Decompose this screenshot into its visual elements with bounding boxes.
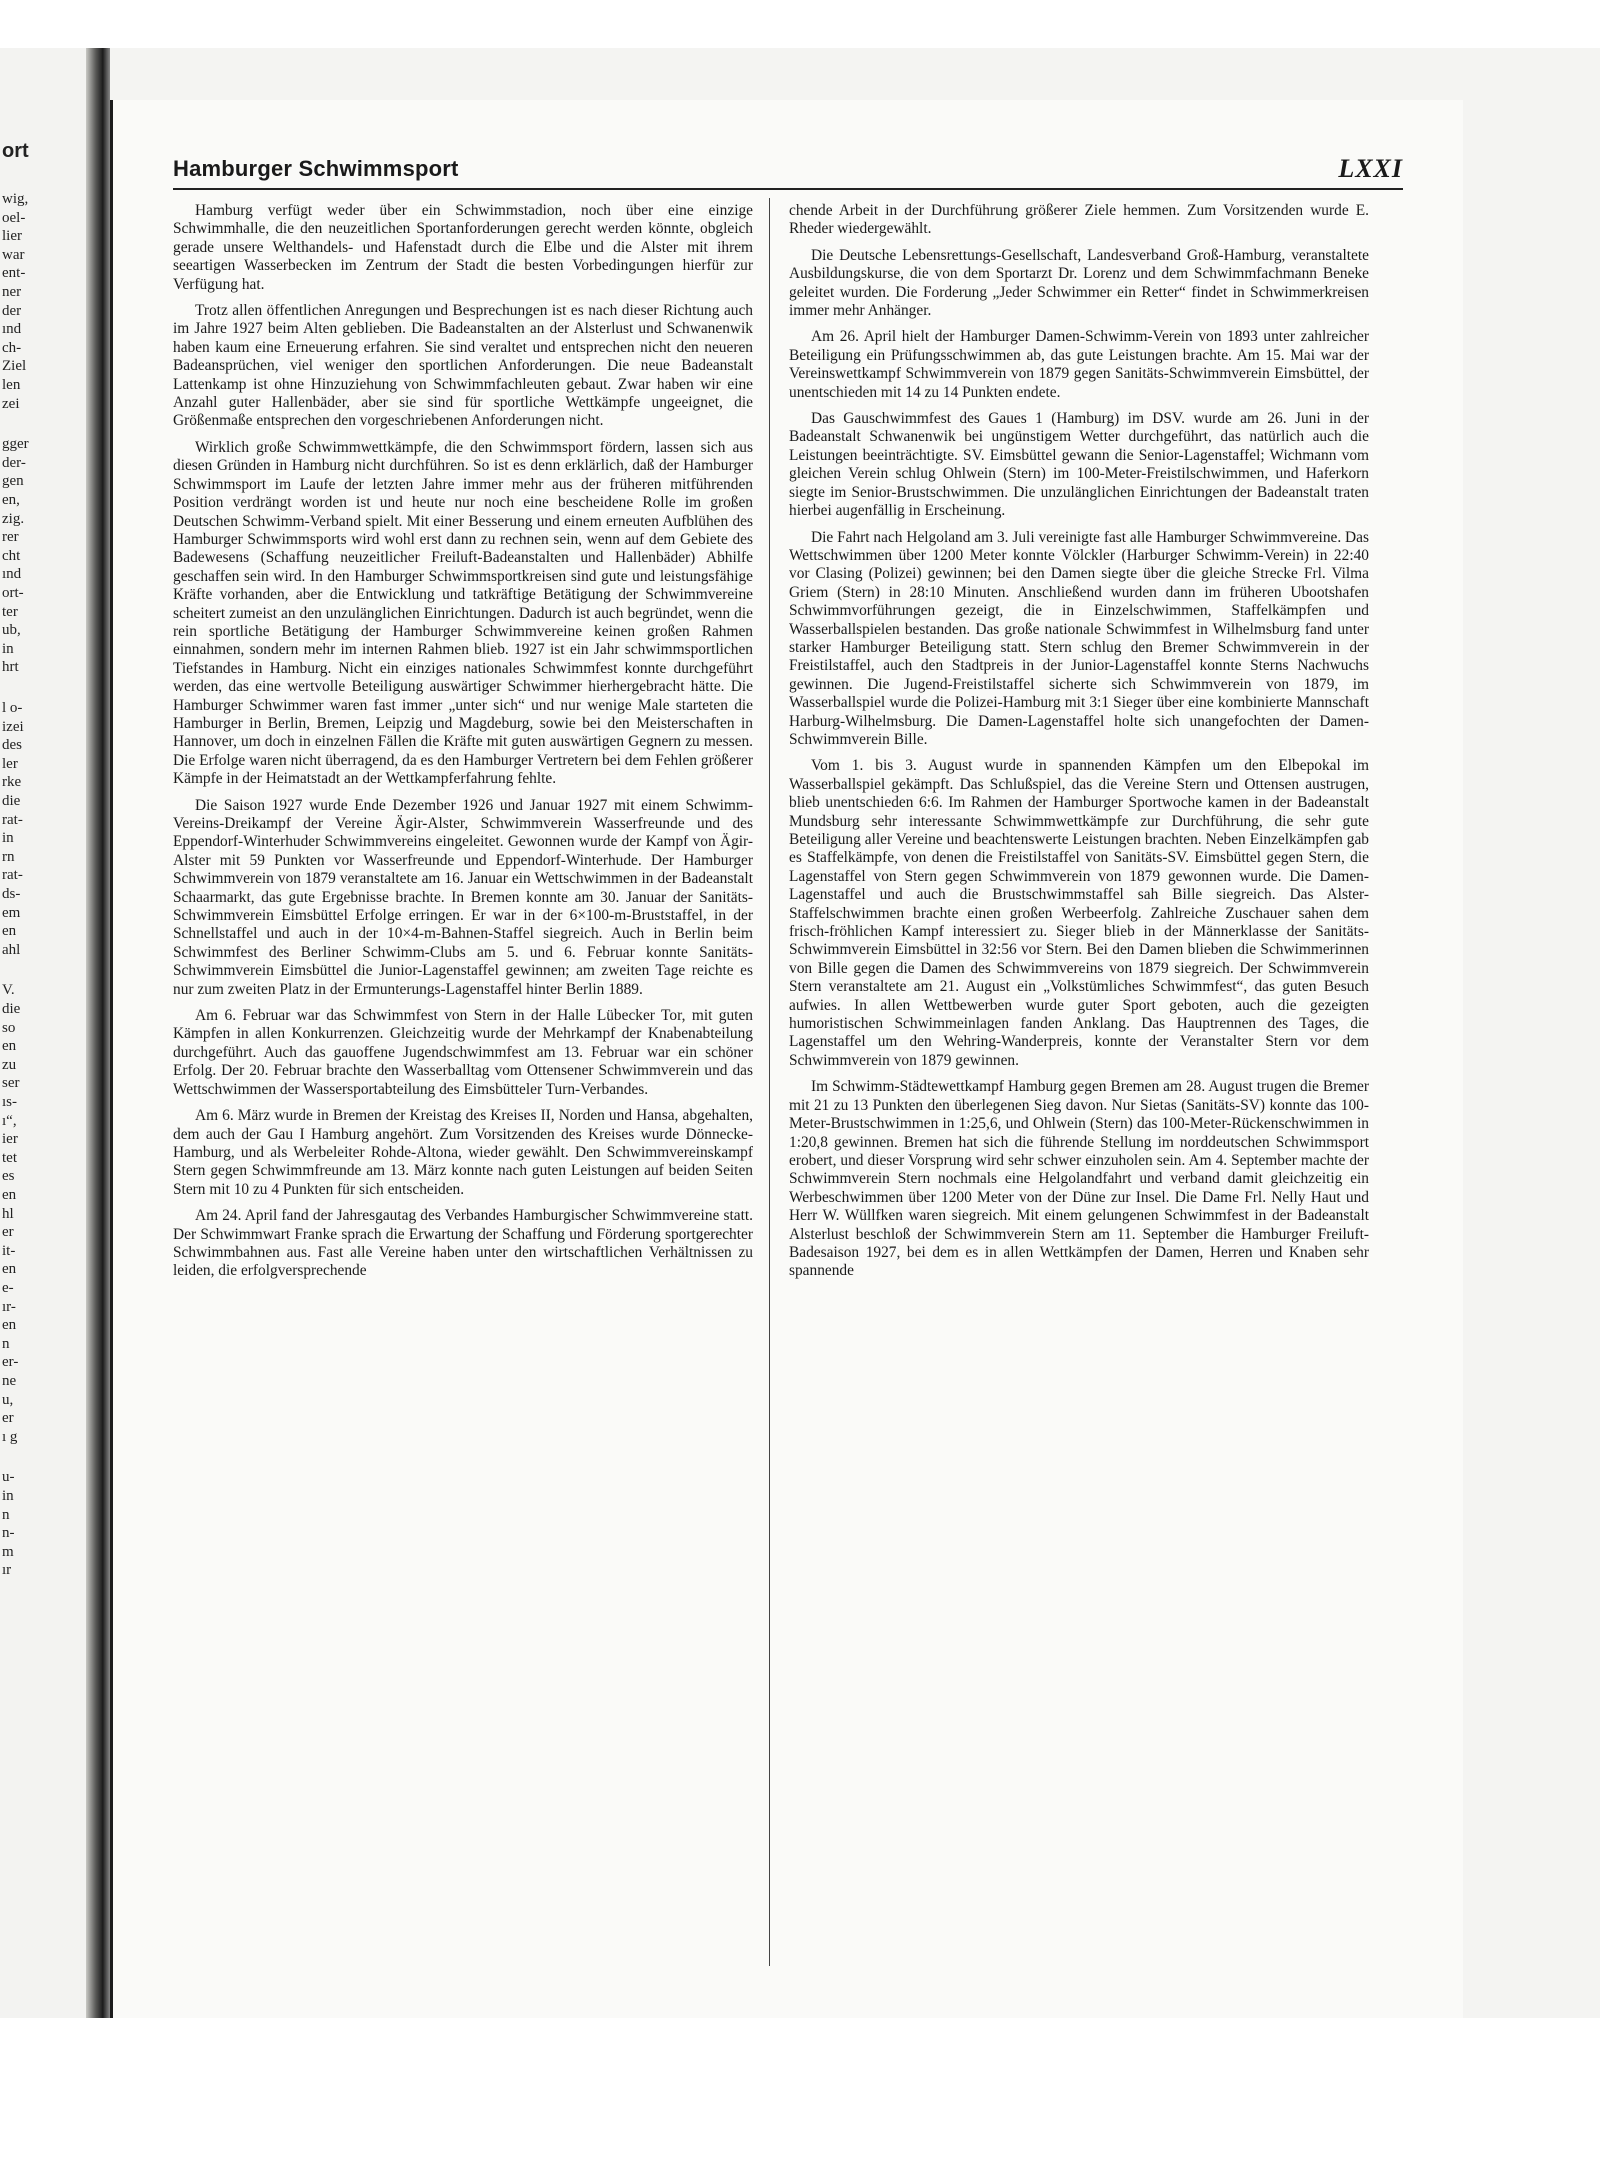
page-edge-fragment: m bbox=[2, 1543, 14, 1560]
book-gutter bbox=[86, 48, 110, 2018]
page-edge-fragment: izei bbox=[2, 718, 24, 735]
paragraph: Am 6. März wurde in Bremen der Kreistag des Kreises II, Norden und Hansa, abgehalten, dem auch der Gau I Hamburg angehört. Zum Vorsitzenden des Kreises wurde Dönnecke-Hamburg, und als Werbeleiter Rohde-Altona, wieder gewählt. Den Schwimmvereinskampf Stern gegen Schwimmfreunde am 13. März konnte nach guten Leistungen auf beiden Seiten Stern mit 10 zu 4 Punkten für sich entscheiden. bbox=[173, 1107, 753, 1198]
page-edge-fragment: ent- bbox=[2, 265, 26, 282]
paragraph: Im Schwimm-Städtewettkampf Hamburg gegen Bremen am 28. August trugen die Bremer mit 21 zu 13 Punkten den überlegenen Sieg davon. Nur Sietas (Sanitäts-SV) konnte das 100-Meter-Brustschwimmen in 1:25,6, und Ohlwein (Stern) das 100-Meter-Rückenschwimmen in 1:20,8 gewinnen. Bremen hat sich die führende Stellung im norddeutschen Schwimmsport erobert, und dieser Vorsprung wird sehr schwer einzuholen sein. Am 4. September machte der Schwimmverein Stern nochmals eine Helgolandfahrt und verband damit gleichzeitig ein Werbeschwimmen über 1200 Meter von der Düne zur Insel. Die Dame Frl. Nelly Haut und Herr W. Wüllfken waren siegreich. Mit einem gelungenen Schwimmfest in der Badeanstalt Alsterlust beschloß der Schwimmverein Stern am 11. September die Hamburger Freiluft-Badesaison 1927, bei dem es in allen Wettkämpfen der Damen, Herren und Knaben sehr spannende bbox=[789, 1078, 1369, 1280]
page-edge-fragment: e- bbox=[2, 1280, 14, 1296]
page-edge-fragment: u- bbox=[2, 1469, 15, 1486]
page-edge-fragment: ınd bbox=[2, 321, 22, 338]
page-edge-fragment: hl bbox=[2, 1205, 14, 1222]
page-edge-fragment: n bbox=[2, 1506, 10, 1523]
page-edge-fragment: ır bbox=[2, 1562, 12, 1579]
paragraph: Am 26. April hielt der Hamburger Damen-Schwimm-Verein von 1893 unter zahlreicher Beteiligung ein Prüfungsschwimmen ab, das gute Leistungen brachte. Am 15. Mai war der Vereinswettkampf Schwimmverein von 1879 gegen Sanitäts-Schwimmverein Eimsbüttel, der unentschieden mit 14 zu 14 Punkten endete. bbox=[789, 328, 1369, 401]
page-edge-fragment: rn bbox=[2, 848, 15, 865]
page-edge-fragment: es bbox=[2, 1168, 15, 1185]
book-page bbox=[110, 100, 1463, 2018]
page-edge-fragment: en, bbox=[2, 492, 20, 508]
page-edge-fragment: ler bbox=[2, 755, 18, 772]
paragraph: Hamburg verfügt weder über ein Schwimmstadion, noch über eine einzige Schwimmhalle, die den neuzeitlichen Sportanforderungen gerecht werden könnte, obgleich gerade unsere Welthandels- und Hafenstadt durch die Elbe und die Alster mit ihrem seeartigen Wasserbecken im Zentrum der Stadt die besten Vorbedingungen hierfür zur Verfügung hat. bbox=[173, 202, 753, 293]
page-edge-fragment: zig. bbox=[2, 510, 25, 527]
page-edge-fragment: en bbox=[2, 1261, 17, 1278]
page-edge-fragment: ort bbox=[2, 140, 29, 162]
page-edge-fragment: cht bbox=[2, 547, 21, 564]
paragraph: chende Arbeit in der Durchführung größerer Ziele hemmen. Zum Vorsitzenden wurde E. Rheder wiedergewählt. bbox=[789, 202, 1369, 238]
page-edge-fragment: ner bbox=[2, 284, 22, 300]
page-edge-fragment: ds- bbox=[2, 886, 21, 902]
page-edge-fragment: ub, bbox=[2, 622, 21, 639]
page-edge-fragment: ser bbox=[2, 1075, 20, 1092]
page-edge-fragment: er- bbox=[2, 1354, 19, 1371]
page-edge-fragment: zei bbox=[2, 395, 20, 412]
page-edge-fragment: en bbox=[2, 1187, 17, 1203]
page-edge-fragment: der- bbox=[2, 454, 26, 471]
page-edge-fragment: wig, bbox=[2, 191, 29, 207]
page-edge-fragment: rat- bbox=[2, 811, 23, 828]
page-edge-fragment: lier bbox=[2, 228, 22, 245]
page-edge-fragment: tet bbox=[2, 1149, 17, 1166]
page-edge-fragment: gger bbox=[2, 436, 29, 453]
page-edge-fragment: so bbox=[2, 1019, 16, 1036]
page-edge-fragment: en bbox=[2, 1038, 17, 1055]
page-edge-fragment: n- bbox=[2, 1525, 15, 1542]
page-edge-fragment: it- bbox=[2, 1242, 16, 1259]
page-edge-fragment: rat- bbox=[2, 867, 23, 884]
paragraph: Am 6. Februar war das Schwimmfest von Stern in der Halle Lübecker Tor, mit guten Kämpfen in allen Konkurrenzen. Gleichzeitig wurde der Mehrkampf der Knabenabteilung durchgeführt. Auch das gauoffene Jugendschwimmfest am 13. Februar war ein schöner Erfolg. Der 20. Februar brachte den Wasserballtag vom Ottensener Schwimmverein und das Wettschwimmen der Wassersportabteilung des Eimsbütteler Turn-Verbandes. bbox=[173, 1007, 753, 1098]
page-edge-fragment: en bbox=[2, 923, 17, 940]
page-edge-fragment: ı g bbox=[2, 1428, 18, 1445]
paragraph: Wirklich große Schwimmwettkämpfe, die den Schwimmsport fördern, lassen sich aus diesen Gründen in Hamburg nicht durchführen. So ist es denn erklärlich, daß der Hamburger Schwimmsport im Laufe der letzten Jahre immer mehr aus der früheren mitführenden Position verdrängt worden ist und heute nur noch eine bescheidene Rolle im großen Deutschen Schwimm-Verband spielt. Mit einer Besserung und einem erneuten Aufblühen des Hamburger Schwimmsports wird wohl erst dann zu rechnen sein, wenn auf dem Gebiete des Badewesens (Schaffung neuzeitlicher Freiluft-Badeanstalten und Hallenbäder) Abhilfe geschaffen sein wird. In den Hamburger Schwimmsportkreisen sind gute und leistungsfähige Kräfte vorhanden, aber die Entwicklung und tatkräftige Betätigung der Schwimmvereine scheitert zumeist an den unzulänglichen Einrichtungen. Dadurch ist auch begründet, wenn die rein sportliche Betätigung der Hamburger Schwimmvereine keinen großen Rahmen einnahmen, sondern mehr im internen Rahmen blieb. 1927 ist ein Jahr schwimmsportlichen Tiefstandes in Hamburg. Nicht ein einziges nationales Schwimmfest konnte durchgeführt werden, das eine wertvolle Beteiligung auswärtiger Schwimmer hierhergebracht hätte. Die Hamburger Schwimmer waren fast immer „unter sich“ und nur wenige Male starteten die Hamburger in Berlin, Bremen, Leipzig und Magdeburg, sowie bei den Meisterschaften in Hannover, um doch in einzelnen Fällen die Kräfte mit guten auswärtigen Gegnern zu messen. Die Erfolge waren nicht überragend, da es den Hamburger Vertretern bei dem Fehlen größerer Kämpfe in der Heimatstadt an der Wettkampferfahrung fehlte. bbox=[173, 438, 753, 788]
page-edge-fragment: er bbox=[2, 1224, 14, 1241]
page-edge-fragment: in bbox=[2, 640, 14, 657]
column-divider bbox=[769, 198, 770, 1966]
page-edge-fragment: oel- bbox=[2, 209, 26, 226]
page-edge-fragment: ort- bbox=[2, 585, 24, 601]
page-number: LXXI bbox=[1338, 154, 1403, 183]
page-edge-fragment: er bbox=[2, 1410, 14, 1427]
page-edge-fragment: in bbox=[2, 1488, 14, 1504]
running-title: Hamburger Schwimmsport bbox=[173, 156, 459, 181]
page-edge-fragment: die bbox=[2, 793, 21, 809]
paragraph: Die Deutsche Lebensrettungs-Gesellschaft, Landesverband Groß-Hamburg, veranstaltete Ausbildungskurse, die von dem Sportarzt Dr. Lorenz und dem Schwimmfachmann Beneke geleitet wurden. Die Forderung „Jeder Schwimmer ein Retter“ findet in Schwimmerkreisen immer mehr Anhänger. bbox=[789, 246, 1369, 320]
page-edge-fragment: hrt bbox=[2, 659, 19, 676]
page-edge-fragment: ınd bbox=[2, 566, 22, 583]
paragraph: Die Saison 1927 wurde Ende Dezember 1926 und Januar 1927 mit einem Schwimm-Vereins-Dreikampf der Vereine Ägir-Alster, Schwimmverein Wasserfreunde und des Eppendorf-Winterhuder Schwimmvereins eingeleitet. Gewonnen wurde der Kampf von Ägir-Alster mit 59 Punkten vor Wasserfreunde und Eppendorf-Winterhude. Der Hamburger Schwimmverein von 1879 veranstaltete am 16. Januar ein Wettschwimmen in der Badeanstalt Schaarmarkt, das gute Ergebnisse brachte. In Bremen konnte am 30. Januar der Sanitäts-Schwimmverein Eimsbüttel Erfolge erringen. Er war in der 6×100-m-Bruststaffel, in der Schnellstaffel und auch in der 10×4-m-Bahnen-Staffel siegreich. Auch in Berlin beim Schwimmfest des Berliner Schwimm-Clubs am 5. und 6. Februar konnte Sanitäts-Schwimmverein Eimsbüttel die Junior-Lagenstaffel gewinnen; am zweiten Tage reichte es nur zum zweiten Platz in der Ermunterungs-Lagenstaffel hinter Berlin 1889. bbox=[173, 796, 753, 998]
page-edge-fragment: des bbox=[2, 737, 22, 754]
page-edge-fragment: len bbox=[2, 377, 21, 393]
page-edge-fragment: ch- bbox=[2, 339, 22, 356]
paragraph: Die Fahrt nach Helgoland am 3. Juli vereinigte fast alle Hamburger Schwimmvereine. Das Wettschwimmen über 1200 Meter konnte Völckler (Harburger Schwimm-Verein) in 22:40 vor Clasing (Polizei) gewinnen; bei den Damen siegte über die gleiche Strecke Frl. Vilma Griem (Stern) in 28:10 Minuten. Anschließend wurden dann im früheren Ubootshafen Schwimmvorführungen gezeigt, die in Einzelschwimmen, Staffelkämpfen und Wasserballspielen bestanden. Das große nationale Schwimmfest in Wilhelmsburg fand unter starker Hamburger Beteiligung statt. Stern schlug den Bremer Schwimmverein in der Freistilstaffel, auch den Stadtpreis in der Junior-Lagenstaffel konnte Sterns Nachwuchs gewinnen. Die Jugend-Freistilstaffel sicherte sich Schwimmverein von 1879, im Wasserballspiel wurde die Polizei-Hamburg mit 3:1 Sieger über eine kombinierte Mannschaft Harburg-Wilhelmsburg. Die Damen-Lagenstaffel holte sich unangefochten der Damen-Schwimmverein Bille. bbox=[789, 528, 1369, 748]
page-edge-fragment: zu bbox=[2, 1056, 17, 1073]
page-edge-fragment: ıs- bbox=[2, 1094, 17, 1110]
page-edge-fragment: ne bbox=[2, 1373, 17, 1389]
paragraph: Trotz allen öffentlichen Anregungen und Besprechungen ist es nach dieser Richtung auch im Jahre 1927 beim Alten geblieben. Die Badeanstalten an der Alsterlust und Schwanenwik haben kaum eine Erneuerung erfahren. Sie sind veraltet und entsprechen nicht den neueren Badeansprüchen, viel weniger den sportlichen Anforderungen. Die neue Badeanstalt Lattenkamp ist ohne Hinzuziehung von Schwimmfachleuten gebaut. Zwar haben wir eine Anzahl guter Hallenbäder, aber sie sind für sportliche Wettkämpfe ungeeignet, die Größenmaße entsprechen den vorgeschriebenen Anforderungen nicht. bbox=[173, 302, 753, 430]
page-edge-fragment: ır- bbox=[2, 1298, 16, 1315]
page-edge-fragment: em bbox=[2, 904, 21, 921]
page-edge-fragment: V. bbox=[2, 982, 15, 999]
page-edge-fragment: rer bbox=[2, 529, 19, 546]
page-edge-fragment: gen bbox=[2, 473, 24, 490]
page-edge-fragment: l o- bbox=[2, 700, 23, 716]
page-edge-fragment: rke bbox=[2, 774, 22, 791]
paragraph: Vom 1. bis 3. August wurde in spannenden Kämpfen um den Elbepokal im Wasserballspiel gekämpft. Das Schlußspiel, das die Vereine Stern und Ottensen austrugen, blieb unentschieden 6:6. Im Rahmen der Hamburger Sportwoche kamen in der Badeanstalt Mundsburg sehr interessante Schwimmwettkämpfe zur Durchführung, die sehr gute Beteiligung aller Vereine und beachtenswerte Leistungen brachten. Neben Einzelkämpfen gab es Staffelkämpfe, von denen die Freistilstaffel von Sanitäts-SV. Eimsbüttel gegen Stern, die Lagenstaffel von Stern gegen Schwimmverein von 1879 gewonnen wurde. Die Damen-Lagenstaffel und auch die Brustschwimmstaffel sah Bille siegreich. Das Alster-Staffelschwimmen brachte einen großen Werbeerfolg. Zahlreiche Zuschauer sahen dem frisch-fröhlichen Kampf interessiert zu. Sieger blieb in der Männerklasse der Sanitäts-Schwimmverein Eimsbüttel in 32:56 vor Stern. Bei den Damen blieben die Schwimmerinnen von Bille gegen die Damen des Schwimmvereins von 1879 siegreich. Der Schwimmverein Stern veranstaltete am 21. August ein „Volkstümliches Schwimmfest“, das guten Besuch aufwies. In allen Wettbewerben wurde guter Sport geboten, auch die gezeigten humoristischen Schwimmeinlagen fanden Anklang. Das Hauptrennen des Tages, die Lagenstaffel um den Wehring-Wanderpreis, konnte der Veranstalter Stern vor dem Schwimmverein von 1879 gewinnen. bbox=[789, 757, 1369, 1069]
page-edge-fragment: ı“, bbox=[2, 1112, 17, 1129]
page-edge-fragment: Ziel bbox=[2, 358, 27, 375]
page-edge-fragment: ter bbox=[2, 603, 18, 620]
page-edge-fragment: n bbox=[2, 1335, 10, 1352]
right-column bbox=[789, 202, 1369, 1289]
page-edge-fragment: ier bbox=[2, 1131, 18, 1148]
left-column bbox=[173, 202, 753, 1289]
page-edge-fragment: die bbox=[2, 1001, 21, 1017]
page-edge-fragment: u, bbox=[2, 1391, 14, 1408]
paragraph: Das Gauschwimmfest des Gaues 1 (Hamburg) im DSV. wurde am 26. Juni in der Badeanstalt Schwanenwik bei ungünstigem Wetter durchgeführt, das natürlich auch die Leistungen beeinträchtigte. SV. Eimsbüttel gewann die Senior-Lagenstaffel; Wichmann vom gleichen Verein schlug Ohlwein (Stern) im 100-Meter-Freistilschwimmen, und Haferkorn siegte im Senior-Brustschwimmen. Die unzulänglichen Einrichtungen der Badeanstalt traten hierbei augenfällig in Erscheinung. bbox=[789, 410, 1369, 520]
page-edge-fragment: en bbox=[2, 1317, 17, 1334]
page-header bbox=[173, 144, 1403, 190]
page-edge-fragment: der bbox=[2, 302, 22, 319]
page-edge-fragment: ahl bbox=[2, 941, 21, 958]
page-edge-fragment: war bbox=[2, 246, 25, 263]
page-edge-fragment: in bbox=[2, 830, 14, 847]
paragraph: Am 24. April fand der Jahresgautag des Verbandes Hamburgischer Schwimmvereine statt. Der Schwimmwart Franke sprach die Erwartung der Schaffung und Förderung sportgerechter Schwimmbahnen aus. Fast alle Vereine haben unter den wirtschaftlichen Verhältnissen zu leiden, die erfolgversprechende bbox=[173, 1207, 753, 1280]
